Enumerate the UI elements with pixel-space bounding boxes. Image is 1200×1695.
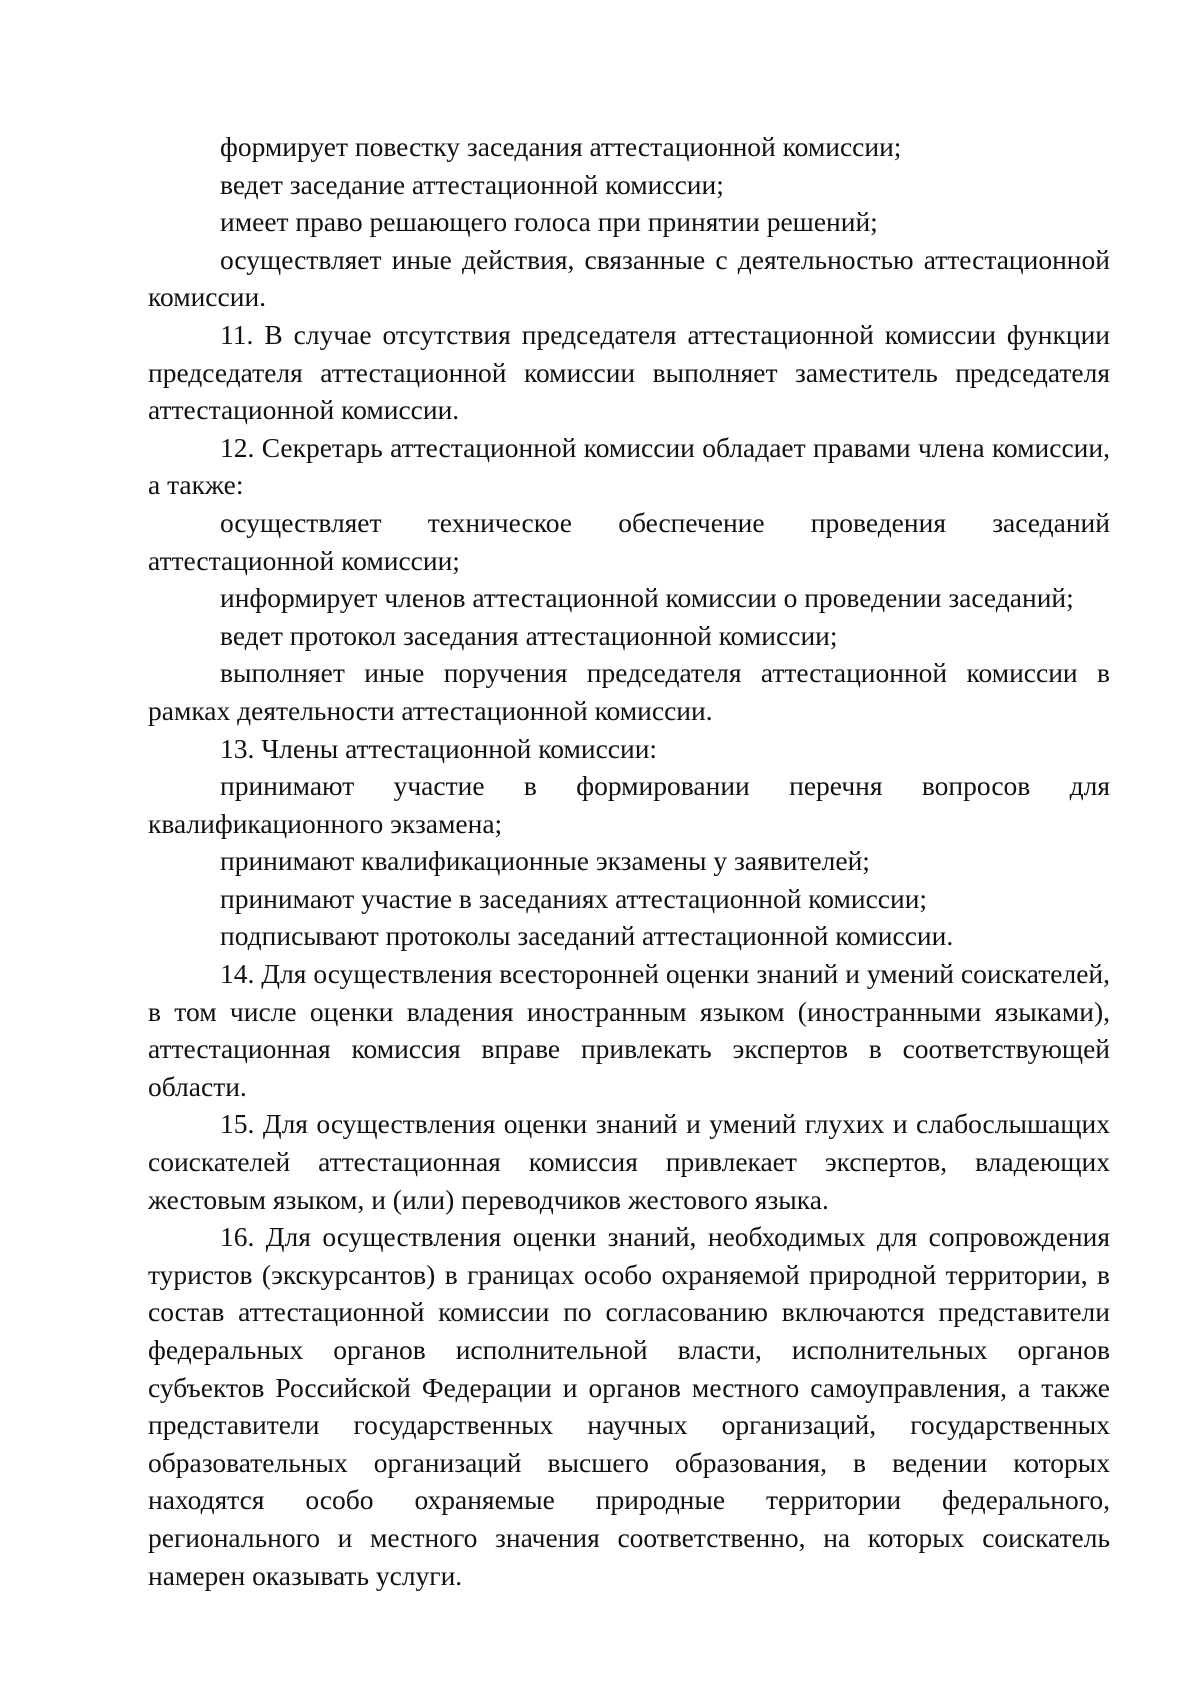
paragraph-chair-vote: имеет право решающего голоса при принятии решений;	[220, 206, 878, 238]
paragraph-members-questions: принимают участие в формировании перечня вопросов для квалификационного экзамена;	[148, 770, 1110, 839]
paragraph-item-16: 16. Для осуществления оценки знаний, необходимых для сопровождения туристов (экскурсантов) в границах особо охраняемой природной территории, в состав аттестационной комиссии по согласованию включаются представители федеральных органов исполнительной власти, исполнительных органов субъектов Российской Федерации и органов местного самоуправления, а также представители государственных научных организаций, государственных образовательных организаций высшего образования, в ведении которых находятся особо охраняемые природные территории федерального, регионального и местного значения соответственно, на которых соискатель намерен оказывать услуги.	[148, 1221, 1110, 1591]
document-body	[148, 128, 1110, 1594]
paragraph-members-meetings: принимают участие в заседаниях аттестационной комиссии;	[220, 882, 928, 914]
paragraph-members-sign: подписывают протоколы заседаний аттестационной комиссии.	[220, 920, 954, 952]
paragraph-secretary-other: выполняет иные поручения председателя аттестационной комиссии в рамках деятельности аттестационной комиссии.	[148, 657, 1110, 726]
paragraph-secretary-informs: информирует членов аттестационной комиссии о проведении заседаний;	[220, 582, 1074, 614]
paragraph-item-11: 11. В случае отсутствия председателя аттестационной комиссии функции председателя аттестационной комиссии выполняет заместитель председателя аттестационной комиссии.	[148, 318, 1110, 426]
paragraph-members-exams: принимают квалификационные экзамены у заявителей;	[220, 845, 870, 877]
paragraph-chair-conducts: ведет заседание аттестационной комиссии;	[220, 168, 724, 200]
paragraph-item-12: 12. Секретарь аттестационной комиссии обладает правами члена комиссии, а также:	[148, 431, 1110, 501]
paragraph-item-13: 13. Члены аттестационной комиссии:	[220, 732, 658, 764]
paragraph-secretary-protocol: ведет протокол заседания аттестационной комиссии;	[220, 619, 838, 651]
paragraph-chair-agenda: формирует повестку заседания аттестационной комиссии;	[220, 131, 902, 162]
paragraph-secretary-technical: осуществляет техническое обеспечение проведения заседаний аттестационной комиссии;	[148, 506, 1110, 576]
paragraph-item-15: 15. Для осуществления оценки знаний и умений глухих и слабослышащих соискателей аттестационная комиссия привлекает экспертов, владеющих жестовым языком, и (или) переводчиков жестового языка.	[148, 1108, 1110, 1215]
paragraph-chair-other: осуществляет иные действия, связанные с деятельностью аттестационной комиссии.	[148, 243, 1110, 313]
paragraph-item-14: 14. Для осуществления всесторонней оценки знаний и умений соискателей, в том числе оценки владения иностранным языком (иностранными языками), аттестационная комиссия вправе привлекать экспертов в соответствующей области.	[148, 958, 1110, 1102]
